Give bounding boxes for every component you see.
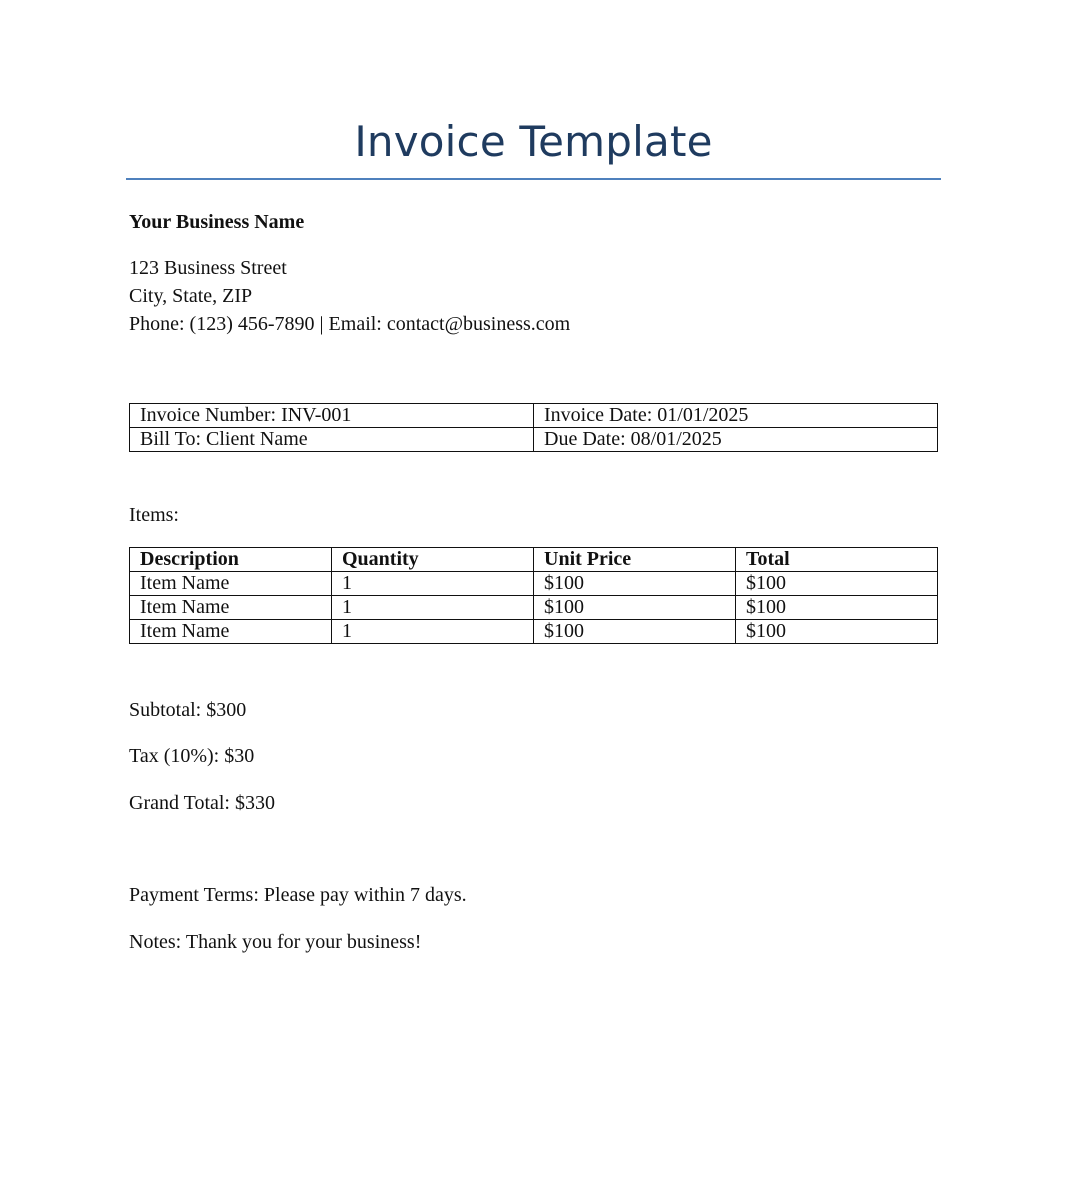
table-row: [130, 428, 938, 452]
items-header-row: [130, 548, 938, 572]
item-total-cell: $100: [736, 572, 938, 596]
due-date-cell: Due Date: 08/01/2025: [534, 428, 938, 452]
items-table: [129, 547, 938, 644]
item-unit-price-cell: $100: [534, 596, 736, 620]
invoice-number-cell: Invoice Number: INV-001: [130, 404, 534, 428]
item-unit-price-cell: $100: [534, 620, 736, 644]
title-underline-divider: [126, 178, 941, 180]
item-quantity-cell: 1: [332, 596, 534, 620]
items-label: Items:: [129, 504, 179, 526]
subtotal-line: Subtotal: $300: [129, 699, 247, 721]
bill-to-cell: Bill To: Client Name: [130, 428, 534, 452]
column-header-description: Description: [130, 548, 332, 572]
payment-terms-line: Payment Terms: Please pay within 7 days.: [129, 884, 467, 906]
item-quantity-cell: 1: [332, 620, 534, 644]
business-city-line: City, State, ZIP: [129, 285, 253, 307]
notes-line: Notes: Thank you for your business!: [129, 931, 422, 953]
business-street: 123 Business Street: [129, 257, 287, 279]
page-title: Invoice Template: [354, 117, 713, 166]
invoice-info-table: [129, 403, 938, 452]
column-header-unit-price: Unit Price: [534, 548, 736, 572]
item-description-cell: Item Name: [130, 596, 332, 620]
item-total-cell: $100: [736, 596, 938, 620]
business-address-block: [129, 254, 570, 338]
item-description-cell: Item Name: [130, 620, 332, 644]
invoice-date-cell: Invoice Date: 01/01/2025: [534, 404, 938, 428]
table-row: [130, 572, 938, 596]
column-header-total: Total: [736, 548, 938, 572]
business-contact-line: Phone: (123) 456-7890 | Email: contact@business.com: [129, 313, 571, 335]
grand-total-line: Grand Total: $330: [129, 792, 275, 814]
business-name: Your Business Name: [129, 211, 305, 233]
table-row: [130, 620, 938, 644]
tax-line: Tax (10%): $30: [129, 745, 255, 767]
item-total-cell: $100: [736, 620, 938, 644]
table-row: [130, 404, 938, 428]
item-description-cell: Item Name: [130, 572, 332, 596]
column-header-quantity: Quantity: [332, 548, 534, 572]
table-row: [130, 596, 938, 620]
item-unit-price-cell: $100: [534, 572, 736, 596]
item-quantity-cell: 1: [332, 572, 534, 596]
